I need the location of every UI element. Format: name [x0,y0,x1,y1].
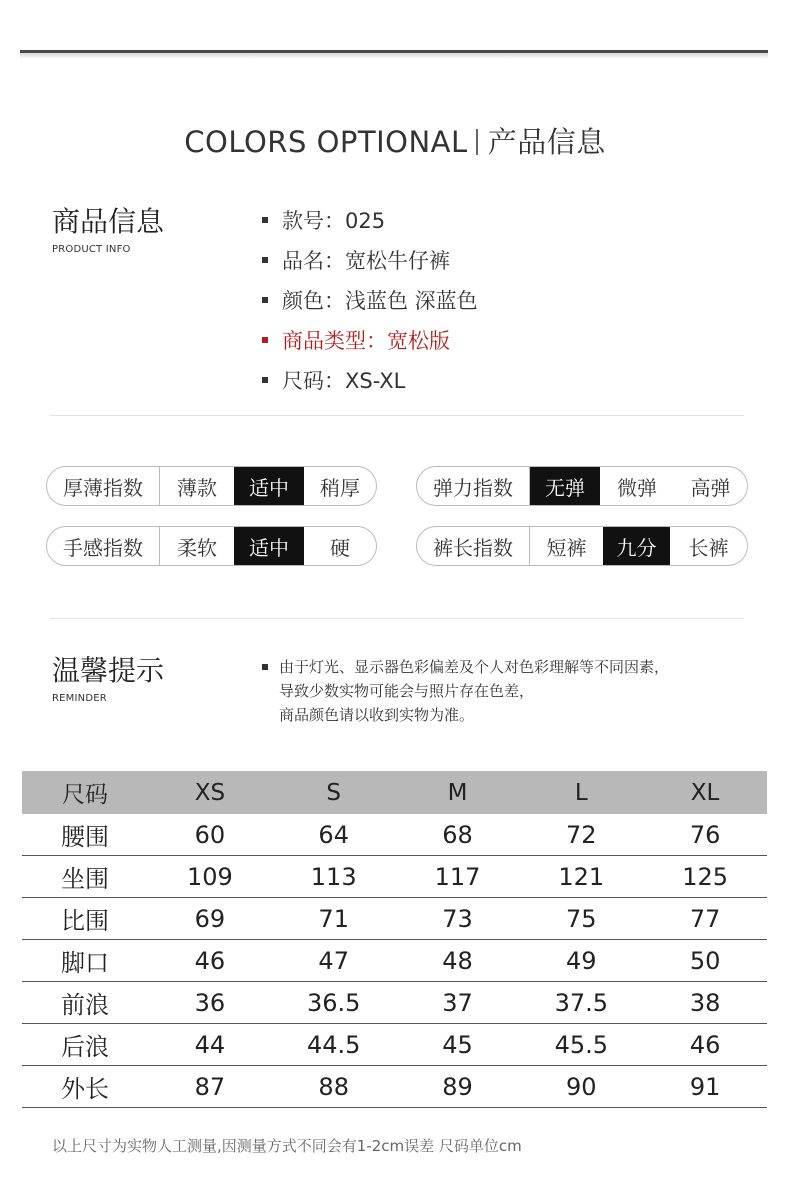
thickness-option-medium: 适中 [234,467,304,505]
table-cell: 77 [643,898,767,940]
reminder-line: 导致少数实物可能会与照片存在色差， [279,682,535,700]
table-row [22,1024,767,1066]
header-cell: S [272,771,396,814]
product-info-heading-cn: 商品信息 [52,205,165,238]
table-cell: 76 [643,814,767,856]
table-cell: 49 [519,940,643,982]
bullet-icon [262,217,268,223]
table-cell: 121 [519,856,643,898]
table-row [22,1066,767,1108]
row-label: 后浪 [22,1024,148,1066]
length-option-long: 长裤 [688,535,729,560]
reminder-line: 由于灯光、显示器色彩偏差及个人对色彩理解等不同因素， [279,658,670,676]
page-title-cn: 产品信息 [487,125,606,159]
table-row [22,856,767,898]
row-label: 腰围 [22,814,148,856]
info-item-text: 商品类型：宽松版 [282,329,450,353]
table-cell: 87 [148,1066,272,1108]
divider [50,618,744,619]
length-option-ankle: 九分 [603,527,670,565]
table-cell: 45.5 [519,1024,643,1066]
table-cell: 91 [643,1066,767,1108]
feel-option-soft: 柔软 [177,535,217,560]
feel-index [46,526,377,566]
feel-option-medium: 适中 [234,527,304,565]
table-cell: 45 [396,1024,520,1066]
header-cell: XS [148,771,272,814]
bullet-icon [262,297,268,303]
table-cell: 46 [148,940,272,982]
elasticity-option-slight: 微弹 [617,475,657,500]
bullet-icon [262,257,268,263]
table-row [22,940,767,982]
product-info-list [262,200,478,400]
elasticity-option-none: 无弹 [530,467,600,505]
table-cell: 64 [272,814,396,856]
row-label: 比围 [22,898,148,940]
feel-option-hard: 硬 [330,535,350,560]
top-bar-shadow [20,53,768,59]
table-cell: 117 [396,856,520,898]
table-cell: 46 [643,1024,767,1066]
table-cell: 44.5 [272,1024,396,1066]
row-label: 前浪 [22,982,148,1024]
table-cell: 68 [396,814,520,856]
feel-index-label: 手感指数 [47,527,160,565]
table-cell: 37 [396,982,520,1024]
table-row [22,814,767,856]
table-cell: 44 [148,1024,272,1066]
title-separator [476,129,478,155]
row-label: 脚口 [22,940,148,982]
page-title [0,120,790,161]
row-label: 坐围 [22,856,148,898]
table-cell: 69 [148,898,272,940]
info-item-color [262,280,478,320]
product-info-heading-en: PRODUCT INFO [52,244,131,255]
size-table-header [22,771,767,814]
table-cell: 36.5 [272,982,396,1024]
divider [50,415,744,416]
table-cell: 37.5 [519,982,643,1024]
table-row [22,898,767,940]
info-item-name [262,240,478,280]
table-cell: 75 [519,898,643,940]
table-cell: 89 [396,1066,520,1108]
table-cell: 125 [643,856,767,898]
table-cell: 73 [396,898,520,940]
bullet-icon [262,664,268,670]
elasticity-index-label: 弹力指数 [417,467,530,505]
header-cell: 尺码 [22,771,148,814]
reminder-heading-cn: 温馨提示 [52,654,165,687]
elasticity-option-high: 高弹 [690,475,731,500]
header-cell: M [396,771,520,814]
product-info-heading [52,206,164,255]
reminder-heading-en: REMINDER [52,693,107,704]
thickness-option-thin: 薄款 [177,475,217,500]
table-cell: 88 [272,1066,396,1108]
table-cell: 47 [272,940,396,982]
table-cell: 71 [272,898,396,940]
header-cell: L [519,771,643,814]
header-cell: XL [643,771,767,814]
info-item-size [262,360,478,400]
page-title-en: COLORS OPTIONAL [184,125,468,159]
footnote: 以上尺寸为实物人工测量,因测量方式不同会有1-2cm误差 尺码单位cm [52,1137,522,1155]
reminder-line: 商品颜色请以收到实物为准。 [279,706,475,724]
info-item-text: 款号：025 [282,209,386,233]
table-row [22,982,767,1024]
table-cell: 72 [519,814,643,856]
table-cell: 38 [643,982,767,1024]
bullet-icon [262,377,268,383]
thickness-index [46,466,377,506]
reminder-heading [52,655,164,704]
size-table [22,771,767,1108]
thickness-option-thick: 稍厚 [320,475,360,500]
thickness-index-label: 厚薄指数 [47,467,160,505]
info-item-text: 品名：宽松牛仔裤 [282,249,450,273]
table-cell: 60 [148,814,272,856]
info-item-style-no [262,200,478,240]
elasticity-index [416,466,748,506]
table-cell: 36 [148,982,272,1024]
reminder-text [262,655,669,727]
info-item-type [262,320,478,360]
length-option-shorts: 短裤 [546,535,587,560]
table-cell: 113 [272,856,396,898]
length-index-label: 裤长指数 [417,527,530,565]
row-label: 外长 [22,1066,148,1108]
table-cell: 90 [519,1066,643,1108]
table-cell: 50 [643,940,767,982]
bullet-icon [262,337,268,343]
info-item-text: 尺码：XS-XL [282,369,406,393]
length-index [416,526,748,566]
info-item-text: 颜色：浅蓝色 深蓝色 [282,289,478,313]
table-cell: 48 [396,940,520,982]
table-cell: 109 [148,856,272,898]
